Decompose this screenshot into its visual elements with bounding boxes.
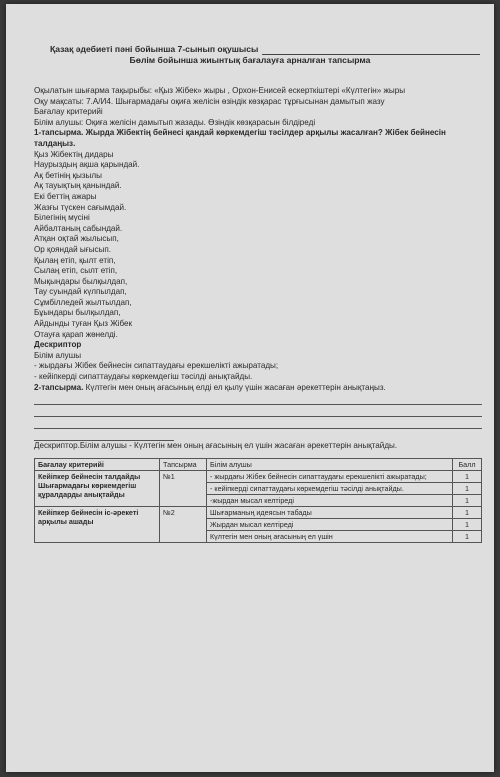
poem-line: Бұындары былқылдап,: [34, 308, 121, 318]
points-cell: 1: [453, 470, 482, 482]
descriptor-item: - жырдағы Жібек бейнесін сипаттаудағы ерекшелікті ажыратады;: [34, 361, 279, 371]
points-cell: 1: [453, 518, 482, 530]
poem-line: Сұмбілледей жылтылдап,: [34, 297, 132, 307]
header-line-1: Қазақ әдебиеті пәні бойынша 7-сынып оқушысы: [50, 44, 259, 54]
header-criteria: Бағалау критерийі: [35, 458, 160, 470]
table-header-row: [35, 458, 482, 470]
descriptor-cell: Күлтегін мен оның ағасының ел үшін: [207, 530, 453, 542]
poem-line: Айдынды туған Қыз Жібек: [34, 319, 133, 329]
poem-line: Мықындары былқылдап,: [34, 276, 128, 286]
criterion-cell: Кейіпкер бейнесін талдайды Шығармадағы көркемдегіш құралдарды анықтайды: [35, 470, 160, 506]
descriptor-cell: Жырдан мысал келтіреді: [207, 518, 453, 530]
poem-line: Сылаң етіп, сылт етіп,: [34, 266, 118, 276]
name-blank-line: [262, 46, 480, 55]
criteria-label: Бағалау критерийі: [34, 107, 103, 117]
poem-line: Қылаң етіп, қылт етіп,: [34, 255, 116, 265]
answer-line[interactable]: [34, 429, 174, 441]
header-task: Тапсырма: [160, 458, 207, 470]
topic-line: Оқылатын шығарма тақырыбы: «Қыз Жібек» жыры , Орхон-Енисей ескерткіштері «Күлтегін» жыры: [34, 86, 406, 95]
learning-goal: Оқу мақсаты: 7.А/И4. Шығармадағы оқиға желісін өзіндік көзқарас тұрғысынан дамытып жазу: [34, 96, 385, 106]
points-cell: 1: [453, 506, 482, 518]
poem-block: [34, 150, 486, 341]
poem-line: Ақ тауықтың қанындай.: [34, 181, 122, 191]
points-cell: 1: [453, 482, 482, 494]
poem-line: Екі беттің ажары: [34, 191, 97, 201]
task2-title: [34, 383, 486, 394]
student-criteria: Білім алушы: Оқиға желісін дамытып жазады. Өзіндік көзқарасын білдіреді: [34, 117, 316, 127]
assessment-table: [34, 458, 482, 543]
descriptor-cell: - жырдағы Жібек бейнесін сипаттаудағы ерекшелікті ажыратады;: [207, 470, 453, 482]
descriptor-item: - кейіпкерді сипаттаудағы көркемдегіш тәсілді анықтайды.: [34, 372, 253, 382]
poem-line: Наурыздың ақша қарындай.: [34, 160, 140, 170]
descriptor-cell: Шығарманың идеясын табады: [207, 506, 453, 518]
task1-title: 1-тапсырма. Жырда Жібектің бейнесі қандай көркемдегіш тәсілдер арқылы жасалған? Жібек бейнесін талдаңыз.: [34, 128, 446, 148]
task2-text: Күлтегін мен оның ағасының елді ел қылу үшін жасаған әрекеттерін анықтаңыз.: [83, 382, 386, 392]
poem-line: Отауға қарап жөнелді.: [34, 329, 118, 339]
task-cell: №1: [160, 470, 207, 506]
points-cell: 1: [453, 494, 482, 506]
poem-line: Жазғы түскен сағымдай.: [34, 202, 127, 212]
poem-line: Білегінің мүсіні: [34, 213, 90, 223]
header-line-2: Бөлім бойынша жиынтық бағалауға арналған тапсырма: [129, 55, 371, 65]
table-row: [35, 506, 482, 518]
answer-lines: [34, 393, 486, 441]
header-points: Балл: [453, 458, 482, 470]
poem-line: Атқан оқтай жылысып,: [34, 234, 119, 244]
task-cell: №2: [160, 506, 207, 542]
descriptor-title: Дескриптор: [34, 340, 82, 350]
poem-line: Ақ бетінің қызылы: [34, 170, 102, 180]
descriptor-cell: - кейіпкерді сипаттаудағы көркемдегіш тәсілді анықтайды.: [207, 482, 453, 494]
descriptor-2: Дескриптор.Білім алушы - Күлтегін мен оның ағасының ел үшін жасаған әрекеттерін анықтайды.: [34, 441, 398, 451]
poem-line: Қыз Жібектің дидары: [34, 149, 114, 159]
header-student: Білім алушы: [207, 458, 453, 470]
criterion-cell: Кейіпкер бейнесін іс-әрекеті арқылы ашады: [35, 506, 160, 542]
poem-line: Айбалтаның сабындай.: [34, 223, 123, 233]
descriptor-subtitle: Білім алушы: [34, 350, 82, 360]
poem-line: Тау суындай күлпылдап,: [34, 287, 127, 297]
table-row: [35, 470, 482, 482]
answer-line[interactable]: [34, 393, 482, 405]
points-cell: 1: [453, 530, 482, 542]
poem-line: Ор қояндай ығысып.: [34, 244, 112, 254]
worksheet-header: [50, 44, 490, 66]
worksheet-page: [6, 4, 494, 772]
answer-line[interactable]: [34, 405, 482, 417]
task2-number: 2-тапсырма.: [34, 382, 84, 392]
worksheet-body: [34, 86, 486, 543]
descriptor-list: [34, 361, 486, 382]
descriptor-cell: -жырдан мысал келтіреді: [207, 494, 453, 506]
answer-line[interactable]: [34, 417, 482, 429]
